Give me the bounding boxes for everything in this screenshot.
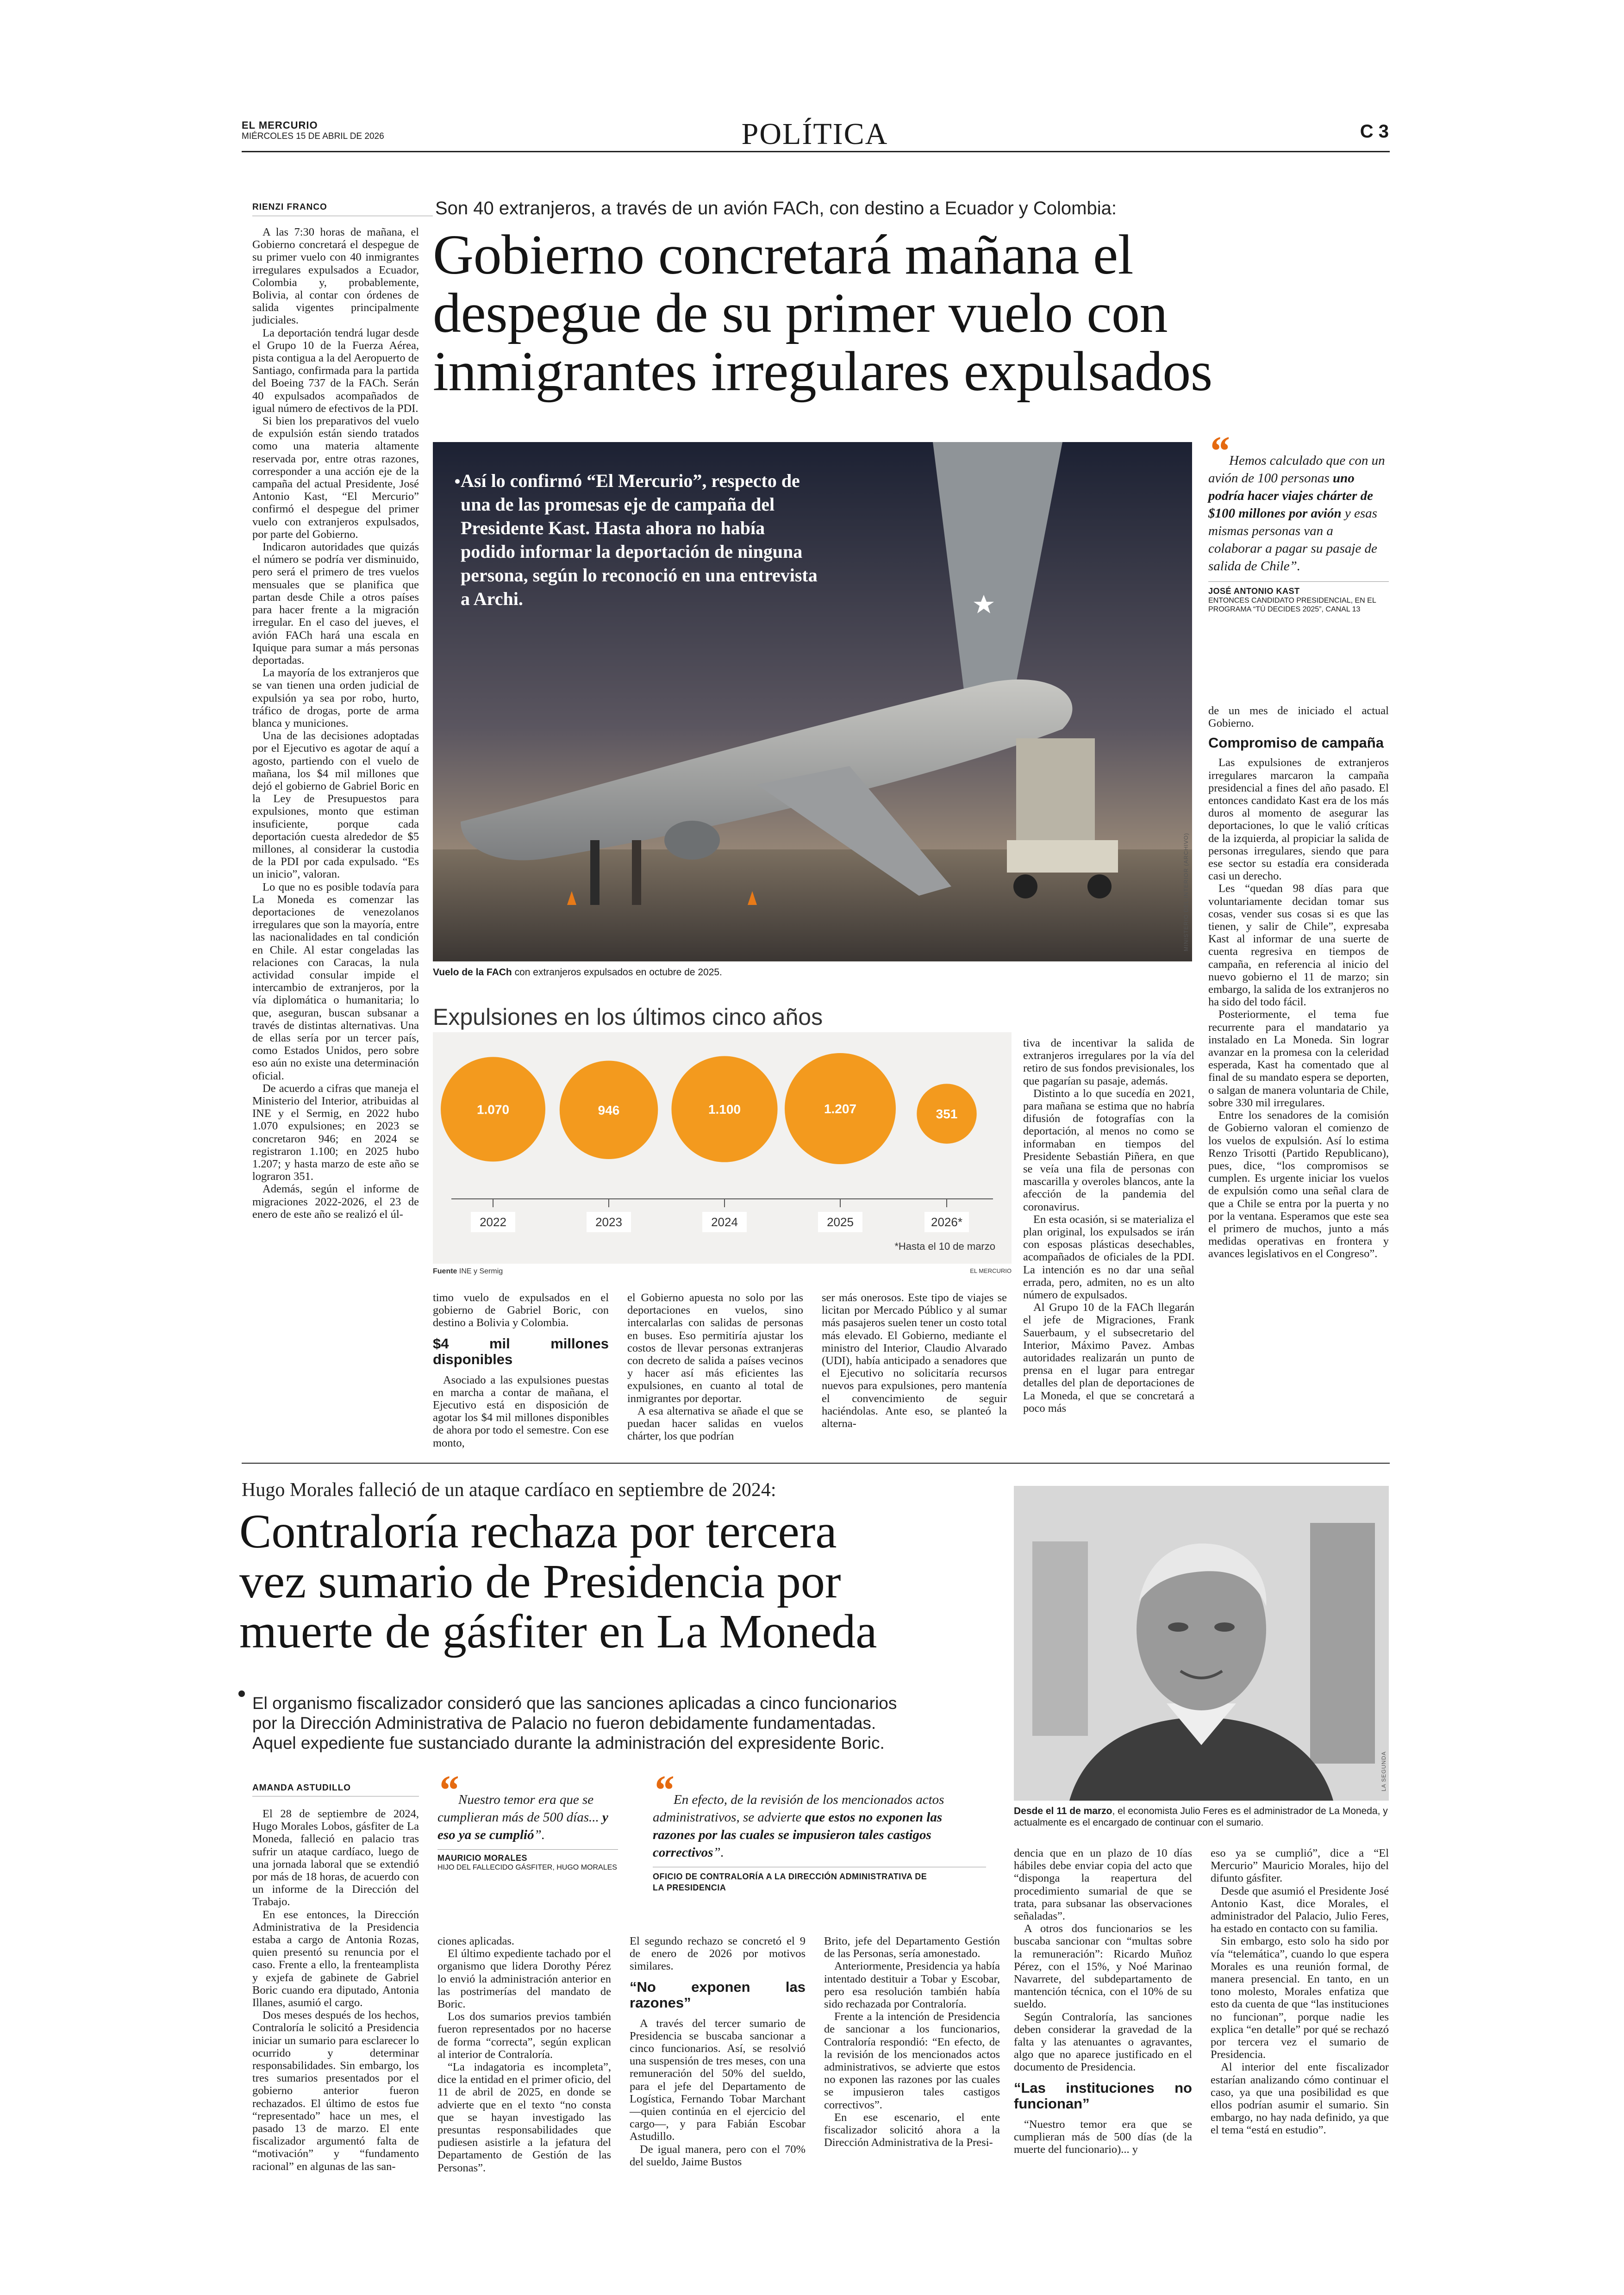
quote-author-role: ENTONCES CANDIDATO PRESIDENCIAL, EN EL PROGRAMA “TÚ DECIDES 2025”, CANAL 13 xyxy=(1208,597,1376,613)
quote-author: OFICIO DE CONTRALORÍA A LA DIRECCIÓN ADMINISTRATIVA DE LA PRESIDENCIA xyxy=(653,1872,927,1892)
paragraph: De igual manera, pero con el 70% del sueldo, Jaime Bustos xyxy=(630,2143,806,2168)
category-label: 2023 xyxy=(595,1215,622,1229)
quote-end: ”. xyxy=(1289,559,1300,574)
paragraph: En ese escenario, el ente fiscalizador solicitó ahora a la Dirección Administrativa de la Presi- xyxy=(824,2111,1000,2149)
article1-column-6 xyxy=(1208,705,1389,1260)
subhead-budget: $4 mil millones disponibles xyxy=(433,1335,609,1367)
summary-line-1: El organismo fiscalizador consideró que las sanciones aplicadas a cinco funcionarios xyxy=(252,1694,897,1713)
paragraph: Una de las decisiones adoptadas por el Ejecutivo es agotar de aquí a agosto, partiendo con el vuelo de mañana, los $4 mil millones que dejó el gobierno de Gabriel Boric en la Ley de Presupuestos para expulsiones, monto que estiman insuficiente, porque cada deportación cuesta alrededor de $5 millones, al considerar la custodia de la PDI por cada expulsado. “Es un inicio”, valoran. xyxy=(252,730,419,881)
paragraph: ciones aplicadas. xyxy=(437,1935,514,1947)
category-label: 2026* xyxy=(931,1215,962,1229)
caption-text: con extranjeros expulsados en octubre de 2025. xyxy=(512,967,722,978)
article1-column-1 xyxy=(252,226,419,1221)
paragraph: eso ya se cumplió”, dice a “El Mercurio” Mauricio Morales, hijo del difunto gásfiter. xyxy=(1211,1847,1389,1885)
caption-lead: Vuelo de la FACh xyxy=(433,967,512,978)
bubble-value-label: 351 xyxy=(936,1107,958,1122)
article1-column-4 xyxy=(822,1291,1007,1430)
paragraph: Dos meses después de los hechos, Contraloría le solicitó a Presidencia iniciar un sumario para esclarecer lo ocurrido y determinar responsabilidades. Sin embargo, los tres sumarios presentados por el gobierno anterior fueron rechazados. El último de estos fue “representado” hace un mes, el pasado 13 de marzo. El ente fiscalizador argumentó falta de “motivación” y “fundamento racional” en algunas de las san- xyxy=(252,2009,419,2173)
quote-rule xyxy=(1208,581,1389,582)
paragraph: La deportación tendrá lugar desde el Grupo 10 de la Fuerza Aérea, pista contigua a la del Aeropuerto de Santiago, confirmada para la partida del Boeing 737 de la FACh. Serán 40 expulsados acompañados de igual número de efectivos de la PDI. xyxy=(252,326,419,415)
paragraph: tiva de incentivar la salida de extranjeros irregulares por la vía del retiro de sus fondos previsionales, los que pagarían su pasaje, además. xyxy=(1023,1037,1194,1087)
article2-headline xyxy=(239,1507,1003,1657)
summary-line-3: Aquel expediente fue sustanciado durante la administración del expresidente Boric. xyxy=(252,1734,885,1752)
paragraph: Anteriormente, Presidencia ya había intentado destituir a Tobar y Escobar, pero esa resolución también había sido rechazada por Contraloría. xyxy=(824,1960,1000,2011)
portrait-credit: LA SEGUNDA xyxy=(1380,1751,1387,1791)
caption-text: , el economista Julio Feres es el administrador de La Moneda, y actualmente es el encargado de continuar con el sumario. xyxy=(1014,1806,1388,1828)
headline-line-1: Contraloría rechaza por tercera xyxy=(239,1505,837,1558)
kast-quote xyxy=(1208,428,1389,614)
subhead-razones: “No exponen las razones” xyxy=(630,1978,806,2011)
paragraph: Al Grupo 10 de la FACh llegarán el jefe de Migraciones, Frank Sauerbaum, y el subsecretario del Interior, Máximo Pavez. Ambas autoridades realizarán un punto de prensa en el lugar para entregar detalles del plan de deportaciones de La Moneda, el que se concretará a poco más xyxy=(1023,1301,1194,1415)
article-separator xyxy=(242,1463,1390,1464)
paragraph: Si bien los preparativos del vuelo de expulsión están siendo tratados como una materia altamente reservada por, entre otras razones, corresponder a una acción eje de la campaña del actual Presidente, José Antonio Kast, “El Mercurio” confirmó el despegue del primer vuelo con extranjeros expulsados, por parte del Gobierno. xyxy=(252,415,419,541)
quote-end: ”. xyxy=(713,1845,724,1860)
article1-headline xyxy=(433,226,1400,401)
article1-byline: RIENZI FRANCO xyxy=(252,202,327,212)
headline-line-1: Gobierno concretará mañana el xyxy=(433,224,1134,286)
article2-column-1 xyxy=(252,1808,419,2173)
bubble-value-label: 946 xyxy=(598,1103,620,1117)
paragraph: Asociado a las expulsiones puestas en marcha a contar de mañana, el Ejecutivo está en disposición de agotar los $4 mil millones disponibles de ahora por todo el semestre. Con ese monto, xyxy=(433,1373,609,1449)
portrait-photo xyxy=(1014,1486,1389,1801)
quote-text xyxy=(1208,428,1389,575)
chart-panel xyxy=(433,1032,1012,1264)
article1-column-5 xyxy=(1023,1037,1194,1415)
quote-part: Nuestro temor era que se cumplieran más de 500 días... xyxy=(437,1792,603,1825)
paragraph: Distinto a lo que sucedía en 2021, para mañana se estima que no habría difusión de fotografías con la deportación, al menos no como se informaban en tiempos del Presidente Sebastián Piñera, en que se veía una fila de personas con mascarilla y overoles blancos, ante la afección de la pandemia del coronavirus. xyxy=(1023,1087,1194,1213)
photo-overlay-text: Así lo confirmó “El Mercurio”, respecto de una de las promesas eje de campaña del Presidente Kast. Hasta ahora no había podido informar la deportación de ninguna persona, según lo reconoció en una entrevista a Archi. xyxy=(461,470,818,609)
article2-summary xyxy=(252,1693,1016,1753)
paragraph: Posteriormente, el tema fue recurrente para el mandatario ya instalado en La Moneda. Sin lograr avanzar en la promesa con la celeridad esperada, Kast ha comentado que al final de su mandato espera se deporten, o salgan de manera voluntaria de Chile, sobre 330 mil irregulares. xyxy=(1208,1008,1389,1109)
summary-line-2: por la Dirección Administrativa de Palacio no fueron debidamente fundamentadas. xyxy=(252,1714,876,1733)
paragraph: A las 7:30 horas de mañana, el Gobierno concretará el despegue de su primer vuelo con 40 inmigrantes irregulares expulsados a Ecuador, Colombia y, probablemente, Bolivia, al contar con órdenes de salida vigentes principalmente judiciales. xyxy=(252,226,419,327)
portrait-illustration xyxy=(1014,1486,1389,1801)
paragraph: Sin embargo, esto solo ha sido por vía “telemática”, cuando lo que espera Morales es una reunión formal, de manera presencial. En tanto, en un tono molesto, Morales enfatiza que esto da cuenta de que “las instituciones no funcionan”, porque nadie les explica “en detalle” por qué se rechazó por tercera vez el sumario de Presidencia. xyxy=(1211,1935,1389,2061)
chart-source xyxy=(433,1267,503,1276)
paragraph: el Gobierno apuesta no solo por las deportaciones en vuelos, sino intercalarlas con salidas de personas en buses. Eso permitiría ajustar los costos de llevar personas extranjeras con decreto de salida a países vecinos y hacer así más eficientes las expulsiones, en cuanto al total de inmigrantes por deportar. xyxy=(627,1291,803,1405)
quote-bold: y eso ya se cumplió xyxy=(437,1810,608,1842)
paragraph: timo vuelo de expulsados en el gobierno de Gabriel Boric, con destino a Bolivia y Colombia. xyxy=(433,1291,609,1329)
quote-mark-icon: “ xyxy=(1208,428,1229,474)
paragraph: Entre los senadores de la comisión de Gobierno valoran el comienzo de los vuelos de expulsión. Así lo estima Renzo Trisotti (Partido Republicano), pues, dice, “los compromisos se cumplen. Es urgente iniciar los vuelos de expulsión como una señal clara de que a Chile se entra por la puerta y no por la ventana. Esperamos que este sea el primero de muchos, junto a más medidas operativas en frontera y avances legislativos en el Congreso”. xyxy=(1208,1109,1389,1260)
paragraph: En ese entonces, la Dirección Administrativa de la Presidencia estaba a cargo de Antonia Rozas, quien presentó su renuncia por el caso. Frente a ello, la frenteamplista y exjefa de gabinete de Gabriel Boric cuando era diputado, Antonia Illanes, asumió el cargo. xyxy=(252,1908,419,2009)
quote-text xyxy=(437,1767,618,1844)
quote-end: ”. xyxy=(534,1827,545,1842)
quote-author: JOSÉ ANTONIO KAST xyxy=(1208,586,1300,596)
bubble-value-label: 1.070 xyxy=(476,1102,510,1117)
chart-note: *Hasta el 10 de marzo xyxy=(894,1241,995,1252)
paragraph: De acuerdo a cifras que maneja el Ministerio del Interior, atribuidas al INE y el Sermig, en 2022 hubo 1.070 expulsiones; en 2023 se concretaron 946; en 2024 se registraron 1.100; en 2025 hubo 1.207; y hasta marzo de este año se lograron 351. xyxy=(252,1082,419,1183)
expulsions-chart xyxy=(433,1032,1012,1264)
paragraph: Desde que asumió el Presidente José Antonio Kast, dice Morales, el administrador del Palacio, Julio Feres, ha estado en contacto con su familia. xyxy=(1211,1884,1389,1935)
contraloria-quote xyxy=(653,1767,986,1893)
paragraph: A través del tercer sumario de Presidencia se buscaba sancionar a cinco funcionarios. Así, se resolvió una suspensión de tres meses, con una remuneración del 50% del sueldo, para el jefe del Departamento de Logística, Fernando Tobar Marchant —quien continúa en el ejercicio del cargo—, y para Fabián Escobar Astudillo. xyxy=(630,2017,806,2143)
paragraph: “La indagatoria es incompleta”, dice la entidad en el primer oficio, del 11 de abril de 2025, en donde se advierte que en el texto “no consta que se hayan investigado las presuntas responsabilidades que pudiesen asistirle a la jefatura del Departamento de Gestión de las Personas”. xyxy=(437,2061,611,2174)
article2-column-3 xyxy=(630,1935,806,2168)
article2-byline: AMANDA ASTUDILLO xyxy=(252,1783,351,1793)
paragraph: Al interior del ente fiscalizador estarían analizando cómo continuar el caso, ya que una posibilidad es que ellos podrían asumir el sumario. Sin embargo, no hay nada definido, ya que el tema “está en estudio”. xyxy=(1211,2061,1389,2137)
subhead-campaign: Compromiso de campaña xyxy=(1208,735,1384,751)
caption-lead: Desde el 11 de marzo xyxy=(1014,1806,1112,1816)
paragraph: Les “quedan 98 días para que voluntariamente decidan tomar sus cosas, vender sus cosas si es que las tienen, y salir de Chile”, expresaba Kast al informar de una suerte de cuenta regresiva en tiempos de campaña, en referencia al inicio del nuevo gobierno el 11 de marzo; sin embargo, la salida de los extranjeros no ha sido del todo fácil. xyxy=(1208,882,1389,1009)
issue-date: MIÉRCOLES 15 DE ABRIL DE 2026 xyxy=(242,131,384,141)
source-label: Fuente xyxy=(433,1267,457,1275)
article2-column-5 xyxy=(1014,1847,1192,2156)
article2-kicker: Hugo Morales falleció de un ataque cardíaco en septiembre de 2024: xyxy=(242,1479,776,1501)
paragraph: dencia que en un plazo de 10 días hábiles debe enviar copia del acto que “disponga la reapertura del procedimiento sumarial de que se trata, para subsanar las observaciones señaladas”. xyxy=(1014,1847,1192,1923)
headline-line-3: inmigrantes irregulares expulsados xyxy=(433,340,1212,403)
bajada-bullet xyxy=(238,1690,245,1697)
chart-credit: EL MERCURIO xyxy=(970,1267,1012,1274)
article1-kicker: Son 40 extranjeros, a través de un avión FACh, con destino a Ecuador y Colombia: xyxy=(435,198,1117,218)
paragraph: A esa alternativa se añade el que se puedan hacer salidas en vuelos chárter, los que podrían xyxy=(627,1404,803,1443)
quote-bold: uno podría hacer viajes chárter de $100 millones por avión xyxy=(1208,471,1374,521)
paragraph: Lo que no es posible todavía para La Moneda es comenzar las deportaciones de venezolanos irregulares que son la mayoría, entre las nacionalidades en tal condición en Chile. Al estar congeladas las relaciones con Caracas, la nula actividad consular impide el intercambio de extranjeros, por la vía diplomática o humanitaria; lo que, aseguran, buscan subsanar a través de distintas alternativas. Una de ellas sería por un tercer país, como Estados Unidos, pero sobre eso aún no existe una determinación oficial. xyxy=(252,880,419,1082)
quote-author-role: HIJO DEL FALLECIDO GÁSFITER, HUGO MORALES xyxy=(437,1864,617,1871)
paragraph: Frente a la intención de Presidencia de sancionar a los funcionarios, Contraloría respondió: “En efecto, de la revisión de los mencionados actos administrativos, se advierte que estos no exponen las razones por las cuales se impusieron tales castigos correctivos”. xyxy=(824,2010,1000,2111)
paragraph: En esta ocasión, si se materializa el plan original, los expulsados se irán con esposas plásticas desechables, acompañados de oficiales de la PDI. La intención es no dar una señal errada, pero, admiten, no es un alto número de expulsados. xyxy=(1023,1213,1194,1302)
section-title: POLÍTICA xyxy=(741,117,888,151)
article1-column-2 xyxy=(433,1291,609,1449)
quote-part: y esas mismas personas van a colaborar a pagar su pasaje de salida de Chile xyxy=(1208,506,1377,574)
photo-caption xyxy=(433,967,1192,978)
paragraph: A otros dos funcionarios se les buscaba sancionar con “multas sobre la remuneración”: Ricardo Muñoz Pérez, con el 15%, y Noé Marinao Navarrete, del subdepartamento de mantención técnica, con el 10% de su sueldo. xyxy=(1014,1922,1192,2011)
overlay-bullet xyxy=(455,479,460,484)
article2-column-2 xyxy=(437,1935,611,2174)
page-number: C 3 xyxy=(1360,121,1389,142)
subhead-instituciones: “Las instituciones no funcionan” xyxy=(1014,2079,1192,2112)
paragraph: Además, según el informe de migraciones 2022-2026, el 23 de enero de este año se realizó el úl- xyxy=(252,1183,419,1221)
portrait-caption xyxy=(1014,1805,1389,1828)
bubble-value-label: 1.100 xyxy=(708,1102,741,1117)
paragraph: Las expulsiones de extranjeros irregulares marcaron la campaña presidencial a fines del año pasado. El entonces candidato Kast era de los más duros al momento de asegurar las deportaciones, lo que le valió críticas de la izquierda, al propiciar la salida de personas irregulares, siendo que para ese sector su estadía era considerada casi un derecho. xyxy=(1208,756,1389,883)
morales-quote xyxy=(437,1767,618,1872)
paragraph: “Nuestro temor era que se cumplieran más de 500 días (de la muerte del funcionario)... y xyxy=(1014,2118,1192,2156)
quote-text xyxy=(653,1767,986,1861)
quote-rule xyxy=(437,1849,618,1850)
quote-part: En efecto, de la revisión de los mencionados actos administrativos, se advierte xyxy=(653,1792,944,1825)
quote-mark-icon: “ xyxy=(437,1767,458,1813)
header-rule xyxy=(242,151,1390,152)
paragraph: El 28 de septiembre de 2024, Hugo Morales Lobos, gásfiter de La Moneda, falleció en palacio tras sufrir un ataque cardíaco, luego de una jornada laboral que se extendió por más de 18 horas, de acuerdo con un informe de la Dirección del Trabajo. xyxy=(252,1808,419,1908)
headline-line-2: vez sumario de Presidencia por xyxy=(239,1555,841,1608)
bubble-value-label: 1.207 xyxy=(824,1102,857,1116)
quote-part: Hemos calculado que con un avión de 100 personas xyxy=(1208,453,1385,486)
quote-bold: que estos no exponen las razones por las cuales se impusieron tales castigos correctivos xyxy=(653,1810,943,1860)
paragraph: Brito, jefe del Departamento Gestión de las Personas, sería amonestado. xyxy=(824,1935,1000,1960)
article1-column-3 xyxy=(627,1291,803,1442)
airplane-photo xyxy=(433,442,1192,961)
headline-line-3: muerte de gásfiter en La Moneda xyxy=(239,1605,877,1658)
article2-column-6 xyxy=(1211,1847,1389,2137)
paragraph: Indicaron autoridades que quizás el número se podría ver disminuido, pero será el primero de tres vuelos mensuales que se planifica que partan desde Chile a otros países para hacer frente a la migración irregular. En el caso del jueves, el avión FACh hará una escala en Iquique para sumar a más personas deportadas. xyxy=(252,541,419,667)
category-label: 2022 xyxy=(480,1215,506,1229)
category-label: 2025 xyxy=(827,1215,854,1229)
headline-line-2: despegue de su primer vuelo con xyxy=(433,282,1168,344)
paragraph: ser más onerosos. Este tipo de viajes se licitan por Mercado Público y al sumar más pasajeros suelen tener un costo total más elevado. El Gobierno, mediante el ministro del Interior, Claudio Alvarado (UDI), había anticipado a senadores que el Ejecutivo no solicitaría recursos nuevos para expulsiones, pero mantenía el convencimiento de seguir haciéndolas. Ante eso, se planteó la alterna- xyxy=(822,1291,1007,1430)
article2-column-4 xyxy=(824,1935,1000,2149)
paragraph: Los dos sumarios previos también fueron representados por no hacerse de forma “correcta”, según explican al interior de Contraloría. xyxy=(437,2010,611,2061)
paragraph: Según Contraloría, las sanciones deben considerar la gravedad de la falta y las atenuantes o agravantes, algo que no aparece justificado en el documento de Presidencia. xyxy=(1014,2010,1192,2074)
category-label: 2024 xyxy=(711,1215,738,1229)
paragraph: La mayoría de los extranjeros que se van tienen una orden judicial de expulsión ya sea por robo, hurto, tráfico de drogas, porte de arma blanca y municiones. xyxy=(252,667,419,730)
photo-credit: MINISTERIO DEL INTERIOR (ARCHIVO) xyxy=(1183,833,1189,951)
masthead-brand: EL MERCURIO xyxy=(242,119,318,131)
quote-mark-icon: “ xyxy=(653,1767,674,1813)
quote-author: MAURICIO MORALES xyxy=(437,1853,527,1863)
paragraph: El último expediente tachado por el organismo que lidera Dorothy Pérez lo envió la administración anterior en las postrimerías del mandato de Boric. xyxy=(437,1947,611,2011)
source-text: INE y Sermig xyxy=(459,1267,503,1275)
paragraph: El segundo rechazo se concretó el 9 de enero de 2026 por motivos similares. xyxy=(630,1935,806,1973)
paragraph: de un mes de iniciado el actual Gobierno. xyxy=(1208,705,1389,730)
chart-title: Expulsiones en los últimos cinco años xyxy=(433,1004,823,1030)
